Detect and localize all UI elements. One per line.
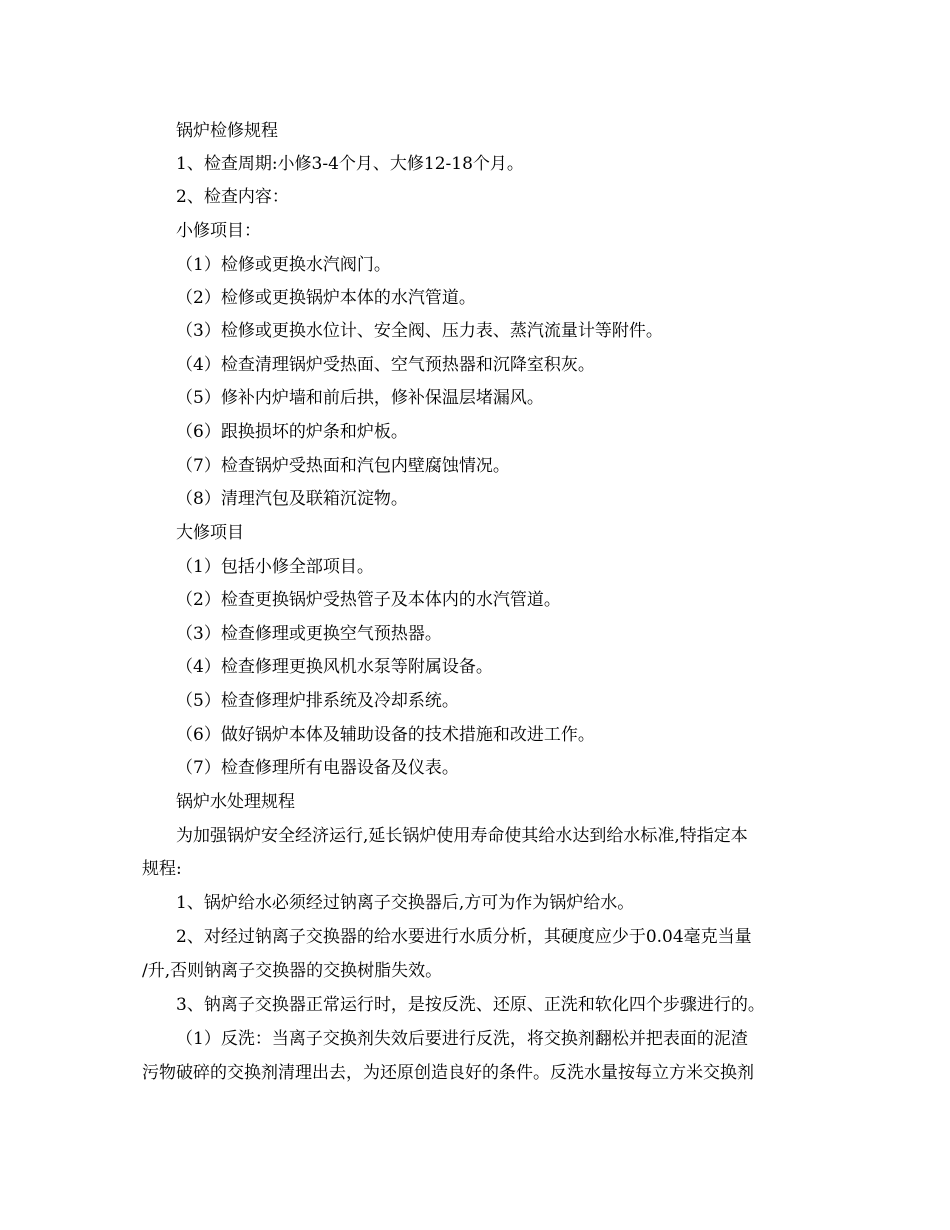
list-item: （4）检查修理更换风机水泵等附属设备。 — [176, 657, 493, 677]
list-item: （1）检修或更换水汽阀门。 — [176, 255, 391, 275]
list-item: （7）检查锅炉受热面和汽包内壁腐蚀情况。 — [176, 456, 510, 476]
paragraph-line: 3、钠离子交换器正常运行时，是按反洗、还原、正洗和软化四个步骤进行的。 — [176, 995, 765, 1015]
subsection-title: 小修项目： — [176, 221, 261, 241]
subsection-title: 大修项目 — [176, 523, 244, 543]
list-item: （5）检查修理炉排系统及冷却系统。 — [176, 691, 459, 711]
list-item: （1）包括小修全部项目。 — [176, 557, 374, 577]
paragraph-line: 为加强锅炉安全经济运行,延长锅炉使用寿命使其给水达到给水标准,特指定本 — [176, 826, 748, 846]
paragraph-line: 2、对经过钠离子交换器的给水要进行水质分析，其硬度应少于0.04毫克当量 — [176, 927, 752, 947]
paragraph-line: 2、检查内容： — [176, 187, 289, 207]
list-item: （2）检修或更换锅炉本体的水汽管道。 — [176, 288, 476, 308]
list-item: （3）检修或更换水位计、安全阀、压力表、蒸汽流量计等附件。 — [176, 321, 663, 341]
paragraph-line: 污物破碎的交换剂清理出去，为还原创造良好的条件。反洗水量按每立方米交换剂 — [142, 1063, 754, 1083]
list-item: （2）检查更换锅炉受热管子及本体内的水汽管道。 — [176, 590, 561, 610]
paragraph-line: 规程: — [142, 859, 182, 879]
list-item: （3）检查修理或更换空气预热器。 — [176, 624, 442, 644]
list-item: （8）清理汽包及联箱沉淀物。 — [176, 489, 408, 509]
paragraph-line: （1）反洗：当离子交换剂失效后要进行反洗，将交换剂翻松并把表面的泥渣 — [176, 1029, 748, 1049]
paragraph-line: 1、检查周期:小修3-4个月、大修12-18个月。 — [176, 154, 524, 174]
list-item: （5）修补内炉墙和前后拱，修补保温层堵漏风。 — [176, 388, 544, 408]
list-item: （6）跟换损坏的炉条和炉板。 — [176, 422, 408, 442]
list-item: （6）做好锅炉本体及辅助设备的技术措施和改进工作。 — [176, 725, 595, 745]
section-title: 锅炉检修规程 — [176, 121, 278, 141]
paragraph-line: 1、锅炉给水必须经过钠离子交换器后,方可为作为锅炉给水。 — [176, 893, 635, 913]
section-title: 锅炉水处理规程 — [176, 792, 295, 812]
list-item: （4）检查清理锅炉受热面、空气预热器和沉降室积灰。 — [176, 355, 595, 375]
paragraph-line: /升,否则钠离子交换器的交换树脂失效。 — [142, 961, 443, 981]
list-item: （7）检查修理所有电器设备及仪表。 — [176, 758, 459, 778]
